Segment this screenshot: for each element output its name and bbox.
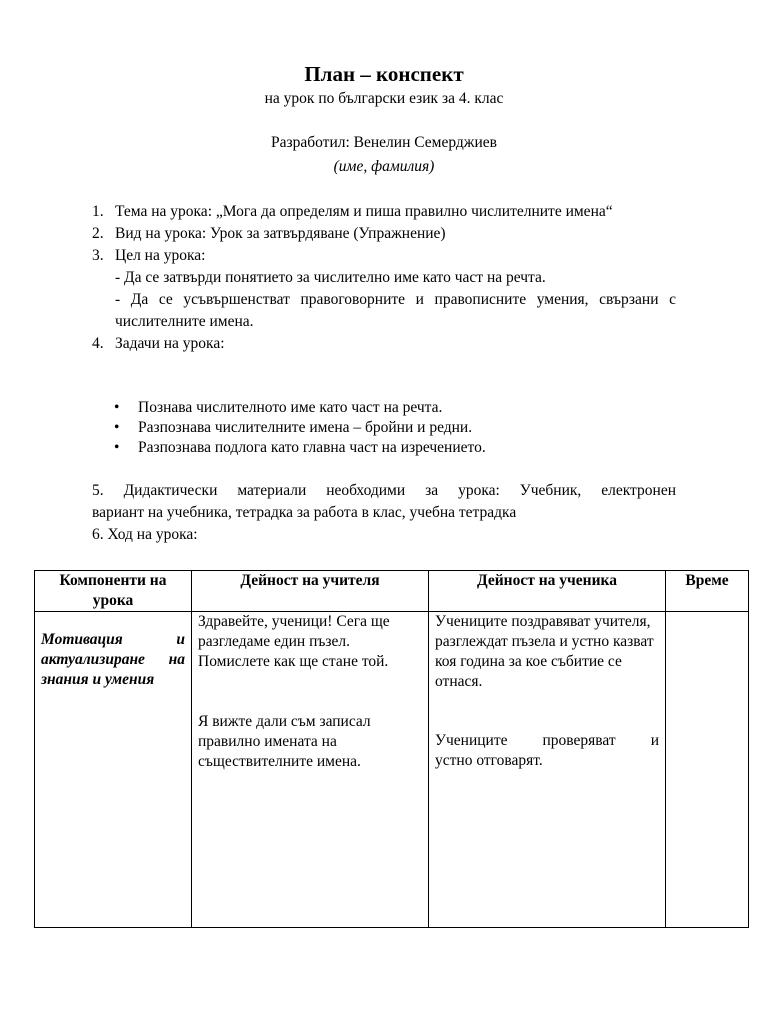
list-item-tasks bbox=[92, 333, 676, 355]
materials-paragraph bbox=[92, 480, 676, 524]
lesson-course-heading: 6. Ход на урока: bbox=[92, 526, 198, 543]
list-item-goal bbox=[92, 245, 676, 333]
materials-line-2: вариант на учебника, тетрадка за работа в клас, учебна тетрадка bbox=[92, 504, 517, 521]
header-components: Компоненти на урока bbox=[35, 571, 192, 612]
table-row bbox=[35, 612, 749, 928]
task-text: Разпознава числителните имена – бройни и редни. bbox=[138, 419, 473, 436]
item-number: 3. bbox=[92, 247, 104, 264]
list-item bbox=[112, 398, 672, 418]
teacher-text-2: Я вижте дали съм записал правилно имената на съществителните имена. bbox=[198, 713, 371, 770]
author-hint: (име, фамилия) bbox=[333, 158, 435, 175]
tasks-bullet-list bbox=[112, 398, 672, 458]
student-text-1: Учениците поздравяват учителя, разглеждат пъзела и устно казват коя година за кое събитие се отнася. bbox=[435, 613, 654, 690]
component-text: Мотивация и актуализиране на знания и умения bbox=[41, 631, 185, 688]
item-number: 2. bbox=[92, 225, 104, 242]
student-cell bbox=[429, 612, 666, 928]
bullet-dot-icon: • bbox=[114, 439, 120, 456]
goal-line-1: - Да се затвърди понятието за числително име като част на речта. bbox=[115, 269, 546, 286]
teacher-text-1: Здравейте, ученици! Сега ще разгледаме един пъзел. Помислете как ще стане той. bbox=[198, 613, 390, 670]
list-item bbox=[112, 438, 672, 458]
header-teacher-activity: Дейност на учителя bbox=[192, 571, 429, 612]
goal-line-2: - Да се усъвършенстват правоговорните и правописните умения, свързани с числителните имена. bbox=[115, 291, 676, 330]
author-line: Разработил: Венелин Семерджиев bbox=[271, 134, 497, 151]
list-item-topic bbox=[92, 201, 676, 223]
bullet-dot-icon: • bbox=[114, 419, 120, 436]
table-header-row bbox=[35, 571, 749, 612]
item-number: 4. bbox=[92, 335, 104, 352]
header-student-activity: Дейност на ученика bbox=[429, 571, 666, 612]
goal-heading: Цел на урока: bbox=[115, 247, 206, 264]
time-cell bbox=[666, 612, 749, 928]
student-text-2b: устно отговарят. bbox=[435, 752, 543, 769]
document-title: План – конспект bbox=[304, 62, 464, 86]
spacer bbox=[435, 692, 659, 731]
lesson-plan-table bbox=[34, 570, 749, 928]
component-cell bbox=[35, 612, 192, 928]
teacher-cell bbox=[192, 612, 429, 928]
item-number: 1. bbox=[92, 203, 104, 220]
list-item bbox=[112, 418, 672, 438]
spacer bbox=[198, 672, 422, 712]
student-text-2a: Учениците проверяват и bbox=[435, 732, 659, 749]
bullet-dot-icon: • bbox=[114, 399, 120, 416]
document-subtitle: на урок по български език за 4. клас bbox=[264, 90, 504, 107]
header-time: Време bbox=[666, 571, 749, 612]
task-text: Разпознава подлога като главна част на изречението. bbox=[138, 439, 486, 456]
topic-text: Тема на урока: „Мога да определям и пиша правилно числителните имена“ bbox=[115, 203, 613, 220]
materials-line-1: 5. Дидактически материали необходими за урока: Учебник, електронен bbox=[92, 482, 676, 499]
task-text: Познава числителното име като част на речта. bbox=[138, 399, 443, 416]
tasks-heading: Задачи на урока: bbox=[115, 335, 225, 352]
list-item-type bbox=[92, 223, 676, 245]
type-text: Вид на урока: Урок за затвърдяване (Упражнение) bbox=[115, 225, 446, 242]
lesson-info-list bbox=[92, 201, 676, 355]
